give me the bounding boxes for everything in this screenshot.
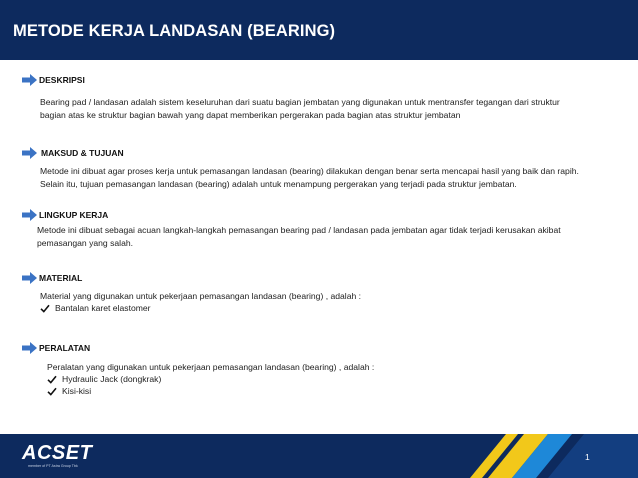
maksud-line-1: Metode ini dibuat agar proses kerja untuk pemasangan landasan (bearing) dilakukan dengan benar serta mencapai hasil yang baik dan rapih. [40, 166, 579, 176]
section-heading-peralatan [22, 341, 90, 355]
checkmark-icon [47, 387, 57, 396]
material-intro: Material yang digunakan untuk pekerjaan pemasangan landasan (bearing) , adalah : [40, 291, 362, 301]
material-list [40, 302, 151, 314]
arrow-right-icon [22, 147, 37, 159]
arrow-right-icon [22, 74, 37, 86]
list-item [47, 373, 161, 385]
arrow-right-icon [22, 272, 37, 284]
heading-maksud: MAKSUD & TUJUAN [41, 148, 124, 158]
peralatan-item-2: Kisi-kisi [62, 386, 92, 397]
checkmark-icon [40, 304, 50, 313]
peralatan-item-1: Hydraulic Jack (dongkrak) [62, 374, 162, 384]
lingkup-line-1: Metode ini dibuat sebagai acuan langkah-langkah pemasangan bearing pad / landasan pada jembatan agar tidak terjadi kerusakan akibat [37, 225, 561, 235]
material-item-1: Bantalan karet elastomer [55, 303, 151, 313]
maksud-line-2: Selain itu, tujuan pemasangan landasan (bearing) adalah untuk menampung pergerakan yang terjadi pada struktur jembatan. [40, 179, 517, 189]
logo-tagline: member of PT Astra Group Tbk [28, 464, 78, 468]
heading-material: MATERIAL [39, 273, 83, 283]
section-heading-lingkup [22, 208, 108, 222]
heading-peralatan: PERALATAN [39, 343, 91, 353]
decorative-stripes [0, 434, 638, 478]
section-heading-deskripsi [22, 73, 85, 87]
company-logo [22, 442, 92, 472]
lingkup-line-2: pemasangan yang salah. [37, 238, 134, 248]
arrow-right-icon [22, 209, 37, 221]
checkmark-icon [47, 375, 57, 384]
section-heading-maksud [22, 146, 124, 160]
list-item [40, 302, 151, 314]
slide-title: METODE KERJA LANDASAN (BEARING) [13, 22, 336, 40]
footer-bar [0, 434, 638, 478]
heading-deskripsi: DESKRIPSI [39, 75, 85, 85]
deskripsi-line-1: Bearing pad / landasan adalah sistem keseluruhan dari suatu bagian jembatan yang digunakan untuk mentransfer tegangan dari struktur [40, 97, 560, 107]
peralatan-intro: Peralatan yang digunakan untuk pekerjaan pemasangan landasan (bearing) , adalah : [47, 362, 375, 372]
heading-lingkup: LINGKUP KERJA [39, 210, 109, 220]
peralatan-list [47, 373, 161, 398]
title-bar [0, 0, 638, 60]
section-heading-material [22, 271, 82, 285]
logo-wordmark: ACSET [22, 442, 93, 464]
deskripsi-line-2: bagian atas ke struktur bagian bawah yang dapat memberikan pergerakan pada bagian atas struktur jembatan [40, 110, 461, 120]
page-number: 1 [585, 452, 590, 462]
list-item [47, 385, 161, 397]
arrow-right-icon [22, 342, 37, 354]
